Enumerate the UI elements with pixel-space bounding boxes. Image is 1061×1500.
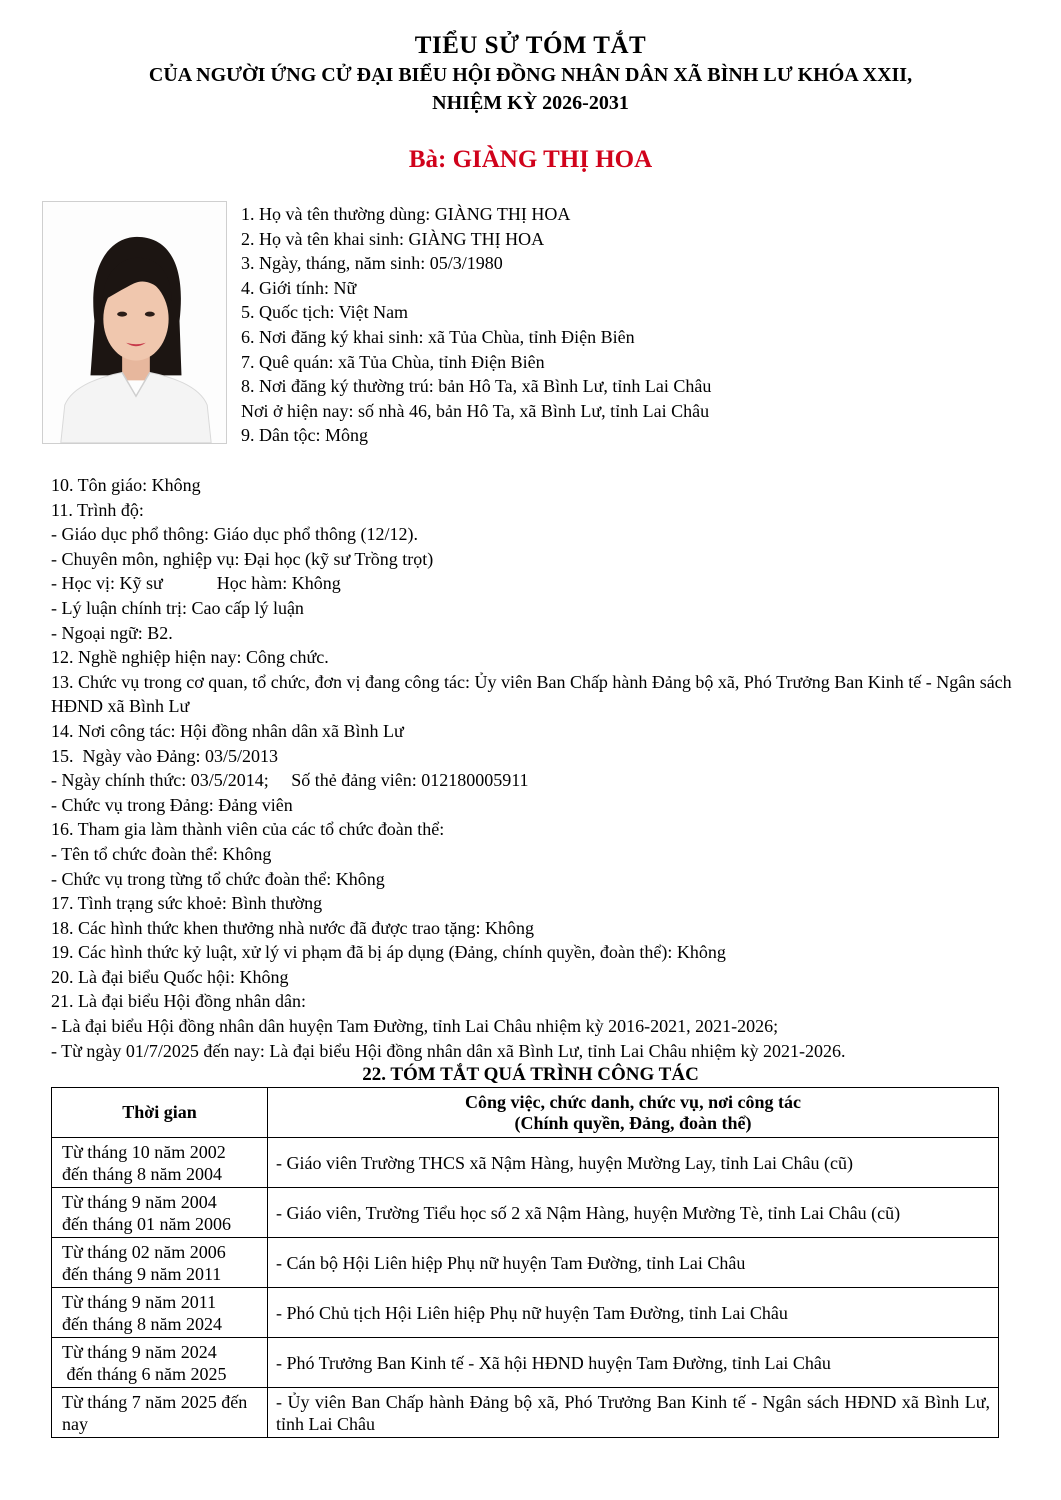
detail-line: 16. Tham gia làm thành viên của các tổ chức đoàn thể:: [51, 819, 445, 840]
detail-line: 10. Tôn giáo: Không: [51, 475, 201, 495]
info-line: 4. Giới tính: Nữ: [241, 277, 357, 298]
detail-line: - Tên tổ chức đoàn thể: Không: [51, 843, 272, 864]
col-time-header: Thời gian: [52, 1088, 268, 1138]
detail-line: - Ngày chính thức: 03/5/2014; Số thẻ đảng viên: 012180005911: [51, 770, 529, 791]
col-desc-header: [268, 1088, 999, 1138]
portrait-photo-icon: [43, 202, 226, 443]
info-line: 6. Nơi đăng ký khai sinh: xã Tủa Chùa, tỉnh Điện Biên: [241, 326, 635, 347]
description-cell: - Giáo viên Trường THCS xã Nậm Hàng, huyện Mường Lay, tỉnh Lai Châu (cũ): [268, 1138, 999, 1188]
info-line: 9. Dân tộc: Mông: [241, 425, 368, 446]
detail-line: - Chuyên môn, nghiệp vụ: Đại học (kỹ sư Trồng trọt): [51, 548, 434, 569]
detail-line: 18. Các hình thức khen thưởng nhà nước đã được trao tặng: Không: [51, 917, 534, 938]
period-cell: [52, 1238, 268, 1288]
document-subtitle-line2: NHIỆM KỲ 2026-2031: [432, 92, 629, 114]
period-from: Từ tháng 9 năm 2011: [62, 1291, 217, 1312]
table-row: [52, 1138, 999, 1188]
period-from: Từ tháng 7 năm 2025 đến nay: [62, 1391, 248, 1434]
info-line: Nơi ở hiện nay: số nhà 46, bản Hô Ta, xã Bình Lư, tỉnh Lai Châu: [241, 400, 710, 421]
period-to: đến tháng 6 năm 2025: [62, 1363, 227, 1384]
period-cell: [52, 1388, 268, 1438]
details-section: [51, 473, 1016, 1063]
detail-line: - Lý luận chính trị: Cao cấp lý luận: [51, 597, 304, 618]
table-row: [52, 1188, 999, 1238]
col-desc-header-line2: (Chính quyền, Đảng, đoàn thể): [514, 1112, 752, 1133]
work-history-table: [51, 1087, 999, 1438]
period-to: đến tháng 9 năm 2011: [62, 1263, 222, 1284]
period-cell: [52, 1188, 268, 1238]
table-row: [52, 1338, 999, 1388]
detail-line: - Chức vụ trong Đảng: Đảng viên: [51, 794, 293, 815]
detail-line: - Là đại biểu Hội đồng nhân dân huyện Tam Đường, tỉnh Lai Châu nhiệm kỳ 2016-2021, 2021-2026;: [51, 1016, 779, 1037]
detail-line: 12. Nghề nghiệp hiện nay: Công chức.: [51, 647, 329, 668]
period-from: Từ tháng 9 năm 2004: [62, 1191, 217, 1212]
work-history-title: 22. TÓM TẮT QUÁ TRÌNH CÔNG TÁC: [362, 1064, 699, 1085]
info-line: 7. Quê quán: xã Tủa Chùa, tỉnh Điện Biên: [241, 351, 545, 372]
detail-line: - Giáo dục phổ thông: Giáo dục phổ thông (12/12).: [51, 524, 418, 545]
period-cell: [52, 1338, 268, 1388]
table-row: [52, 1388, 999, 1438]
table-header-row: [52, 1088, 999, 1138]
period-cell: [52, 1138, 268, 1188]
col-desc-header-line1: Công việc, chức danh, chức vụ, nơi công tác: [464, 1091, 802, 1112]
detail-line: 19. Các hình thức kỷ luật, xử lý vi phạm đã bị áp dụng (Đảng, chính quyền, đoàn thể): Không: [51, 942, 726, 963]
description-cell: - Ủy viên Ban Chấp hành Đảng bộ xã, Phó Trưởng Ban Kinh tế - Ngân sách HĐND xã Bình Lư, tỉnh Lai Châu: [268, 1388, 999, 1438]
period-cell: [52, 1288, 268, 1338]
candidate-name: Bà: GIÀNG THỊ HOA: [408, 146, 653, 173]
table-row: [52, 1238, 999, 1288]
detail-line: - Chức vụ trong từng tổ chức đoàn thể: Không: [51, 868, 385, 889]
description-cell: - Phó Trưởng Ban Kinh tế - Xã hội HĐND huyện Tam Đường, tỉnh Lai Châu: [268, 1338, 999, 1388]
period-to: đến tháng 01 năm 2006: [62, 1213, 231, 1234]
info-line: 8. Nơi đăng ký thường trú: bản Hô Ta, xã Bình Lư, tỉnh Lai Châu: [241, 376, 712, 397]
table-row: [52, 1288, 999, 1338]
portrait-photo: [42, 201, 227, 444]
info-line: 3. Ngày, tháng, năm sinh: 05/3/1980: [241, 253, 503, 274]
info-line: 5. Quốc tịch: Việt Nam: [241, 302, 409, 323]
detail-line: - Ngoại ngữ: B2.: [51, 622, 173, 643]
detail-line: 17. Tình trạng sức khoẻ: Bình thường: [51, 893, 323, 914]
period-from: Từ tháng 9 năm 2024: [62, 1341, 217, 1362]
period-from: Từ tháng 10 năm 2002: [62, 1141, 226, 1162]
detail-line: 20. Là đại biểu Quốc hội: Không: [51, 966, 289, 987]
description-cell: - Giáo viên, Trường Tiểu học số 2 xã Nậm Hàng, huyện Mường Tè, tỉnh Lai Châu (cũ): [268, 1188, 999, 1238]
document-title: TIỂU SỬ TÓM TẮT: [414, 32, 647, 59]
detail-line: - Từ ngày 01/7/2025 đến nay: Là đại biểu Hội đồng nhân dân xã Bình Lư, tỉnh Lai Châu nhiệm kỳ 2021-2026.: [51, 1040, 846, 1061]
personal-info: [241, 202, 711, 448]
detail-line: 15. Ngày vào Đảng: 03/5/2013: [51, 745, 278, 766]
detail-line: 13. Chức vụ trong cơ quan, tổ chức, đơn vị đang công tác: Ủy viên Ban Chấp hành Đảng bộ xã, Phó Trưởng Ban Kinh tế - Ngân sách HĐND xã Bình Lư: [51, 671, 1012, 717]
detail-line: 14. Nơi công tác: Hội đồng nhân dân xã Bình Lư: [51, 720, 404, 741]
description-cell: - Phó Chủ tịch Hội Liên hiệp Phụ nữ huyện Tam Đường, tỉnh Lai Châu: [268, 1288, 999, 1338]
period-to: đến tháng 8 năm 2024: [62, 1313, 222, 1334]
period-from: Từ tháng 02 năm 2006: [62, 1241, 226, 1262]
detail-line: 11. Trình độ:: [51, 499, 144, 520]
description-cell: - Cán bộ Hội Liên hiệp Phụ nữ huyện Tam Đường, tỉnh Lai Châu: [268, 1238, 999, 1288]
period-to: đến tháng 8 năm 2004: [62, 1163, 222, 1184]
info-line: 2. Họ và tên khai sinh: GIÀNG THỊ HOA: [241, 228, 545, 249]
info-line: 1. Họ và tên thường dùng: GIÀNG THỊ HOA: [241, 204, 571, 224]
document-subtitle-line1: CỦA NGƯỜI ỨNG CỬ ĐẠI BIỂU HỘI ĐỒNG NHÂN DÂN XÃ BÌNH LƯ KHÓA XXII,: [148, 64, 913, 86]
detail-line: 21. Là đại biểu Hội đồng nhân dân:: [51, 991, 306, 1012]
detail-line: - Học vị: Kỹ sư Học hàm: Không: [51, 573, 341, 594]
